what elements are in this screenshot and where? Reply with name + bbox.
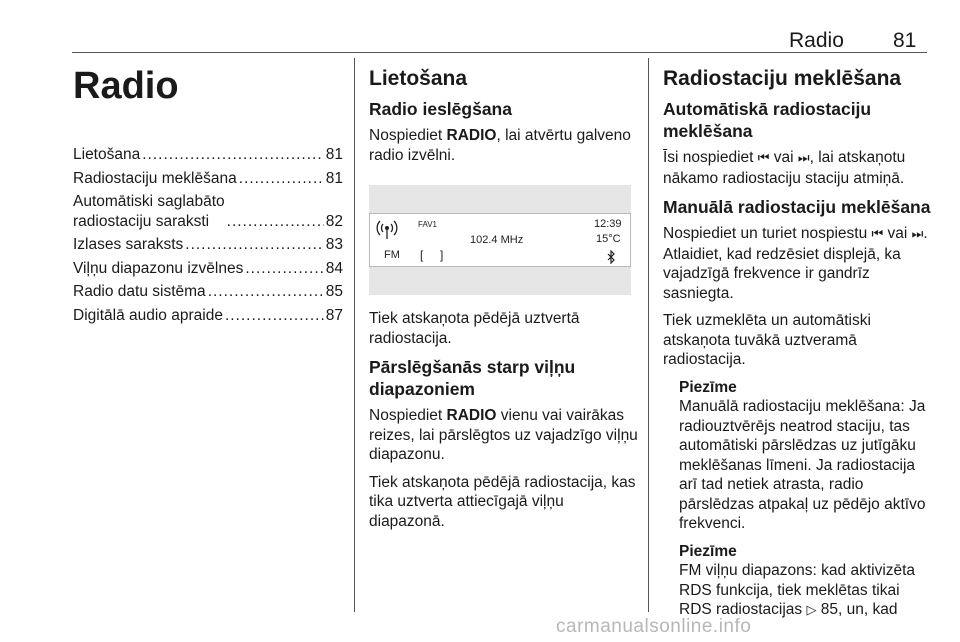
toc-entry-page: 84: [325, 259, 343, 277]
watermark: carmanualsonline.info: [556, 616, 752, 637]
toc-leader-dots: [227, 212, 324, 232]
seek-back-icon-2: ⏮: [871, 227, 884, 242]
paragraph-manual-search: Nospiediet un turiet nospiestu ⏮ vai ⏭. Atlaidiet, kad redzēsiet displejā, ka vajadzīgā frekvence ir gandrīz sasniegta.: [663, 225, 928, 302]
paragraph-last-station: Tiek atskaņota pēdējā uztvertā radiostacija.: [369, 310, 580, 347]
paragraph-nearest-station: Tiek uzmeklēta un automātiski atskaņota tuvākā uztveramā radiostacija.: [663, 312, 871, 368]
toc-leader-dots: [208, 282, 324, 302]
column-3: [663, 58, 933, 629]
column-1: [73, 58, 343, 108]
paragraph-last-station-band: Tiek atskaņota pēdējā radiostacija, kas tika uztverta attiecīgajā viļņu diapazonā.: [369, 473, 636, 530]
display-panel: [369, 213, 631, 267]
clock-readout: 12:39: [594, 218, 622, 230]
toc-entry[interactable]: [73, 169, 343, 189]
toc-entry-page: 85: [325, 283, 343, 300]
subsection-title-manual-search: Manuālā radiostaciju meklēšana: [663, 197, 931, 217]
radio-button-ref-2: RADIO: [446, 407, 497, 424]
toc-entry-label: Radiostaciju meklēšana: [73, 169, 237, 187]
toc-entry-page: 83: [325, 236, 343, 253]
section-title-station-search: Radiostaciju meklēšana: [663, 67, 902, 90]
paragraph-auto-search: Īsi nospiediet ⏮ vai ⏭, lai atskaņotu nākamo radiostaciju staciju atmiņā.: [663, 149, 906, 187]
toc-entry[interactable]: [73, 282, 343, 302]
column-divider-1: [354, 58, 355, 612]
toc-leader-dots: [142, 145, 324, 165]
radio-display-illustration: [369, 185, 631, 295]
table-of-contents: [73, 145, 343, 329]
favourite-list-label: FAV1: [418, 220, 437, 229]
toc-entry-label: Automātiski saglabāto radiostaciju saraksti: [73, 193, 225, 230]
bluetooth-icon: [606, 250, 616, 264]
column-2: [369, 58, 639, 539]
toc-entry[interactable]: [73, 145, 343, 165]
toc-entry[interactable]: [73, 235, 343, 255]
toc-leader-dots: [245, 259, 323, 279]
header-rule: [72, 52, 927, 53]
seek-back-icon: ⏮: [757, 151, 770, 166]
note-manual-search: [679, 378, 933, 534]
section-title-operation: Lietošana: [369, 67, 468, 90]
toc-entry[interactable]: [73, 259, 343, 279]
bracket-left: [: [420, 248, 424, 262]
toc-entry-page: 82: [325, 212, 343, 230]
toc-leader-dots: [225, 306, 324, 326]
frequency-readout: 102.4 MHz: [470, 234, 524, 246]
toc-entry-label: Lietošana: [73, 146, 141, 163]
note-label-2: Piezīme: [679, 542, 737, 560]
note-label: Piezīme: [679, 378, 737, 396]
running-header-title: Radio: [789, 29, 844, 52]
temperature-readout: 15°C: [596, 233, 621, 245]
note-text-2: FM viļņu diapazons: kad aktivizēta RDS funkcija, tiek meklētas tikai RDS radiostacijas ▷ 85, un, kad: [679, 562, 916, 618]
subsection-title-switch-bands: Pārslēgšanās starp viļņu diapazoniem: [369, 357, 576, 399]
note-text: Manuālā radiostaciju meklēšana: Ja radiouztvērējs neatrod staciju, tas automātiski pārslēdzas uz jutīgāku meklēšanas līmeni. Ja radiostacija arī tad netiek atrasta, radio pārslēdzas atpakaļ uz pēdējo aktīvo frekvenci.: [679, 398, 926, 532]
band-label: FM: [384, 249, 400, 261]
note-fm-rds: [679, 542, 933, 621]
toc-entry-page: 81: [325, 169, 343, 187]
seek-forward-icon-2: ⏭: [911, 227, 924, 242]
column-divider-2: [648, 58, 649, 612]
toc-leader-dots: [239, 169, 324, 189]
chapter-title: Radio: [73, 65, 179, 107]
toc-entry[interactable]: [73, 192, 343, 231]
toc-entry-page: 81: [325, 146, 343, 163]
seek-forward-icon: ⏭: [797, 151, 810, 166]
paragraph-radio-on: Nospiediet RADIO, lai atvērtu galveno radio izvēlni.: [369, 127, 631, 164]
radio-button-ref: RADIO: [446, 127, 497, 144]
paragraph-press-radio: Nospiediet RADIO vienu vai vairākas reizes, lai pārslēgtos uz vajadzīgo viļņu diapazonu.: [369, 407, 638, 463]
toc-entry[interactable]: [73, 306, 343, 326]
toc-entry-label: Viļņu diapazonu izvēlnes: [73, 259, 244, 277]
toc-entry-page: 87: [325, 306, 343, 324]
page-number: 81: [893, 29, 917, 52]
page-reference-icon: ▷: [806, 603, 817, 618]
radio-antenna-icon: [376, 218, 398, 240]
toc-entry-label: Izlases saraksts: [73, 236, 184, 253]
toc-leader-dots: [185, 235, 323, 255]
toc-entry-label: Digitālā audio apraide: [73, 306, 223, 324]
bracket-right: ]: [440, 248, 444, 262]
subsection-title-radio-on: Radio ieslēgšana: [369, 99, 512, 119]
subsection-title-auto-search: Automātiskā radiostaciju meklēšana: [663, 99, 872, 141]
toc-entry-label: Radio datu sistēma: [73, 283, 206, 300]
